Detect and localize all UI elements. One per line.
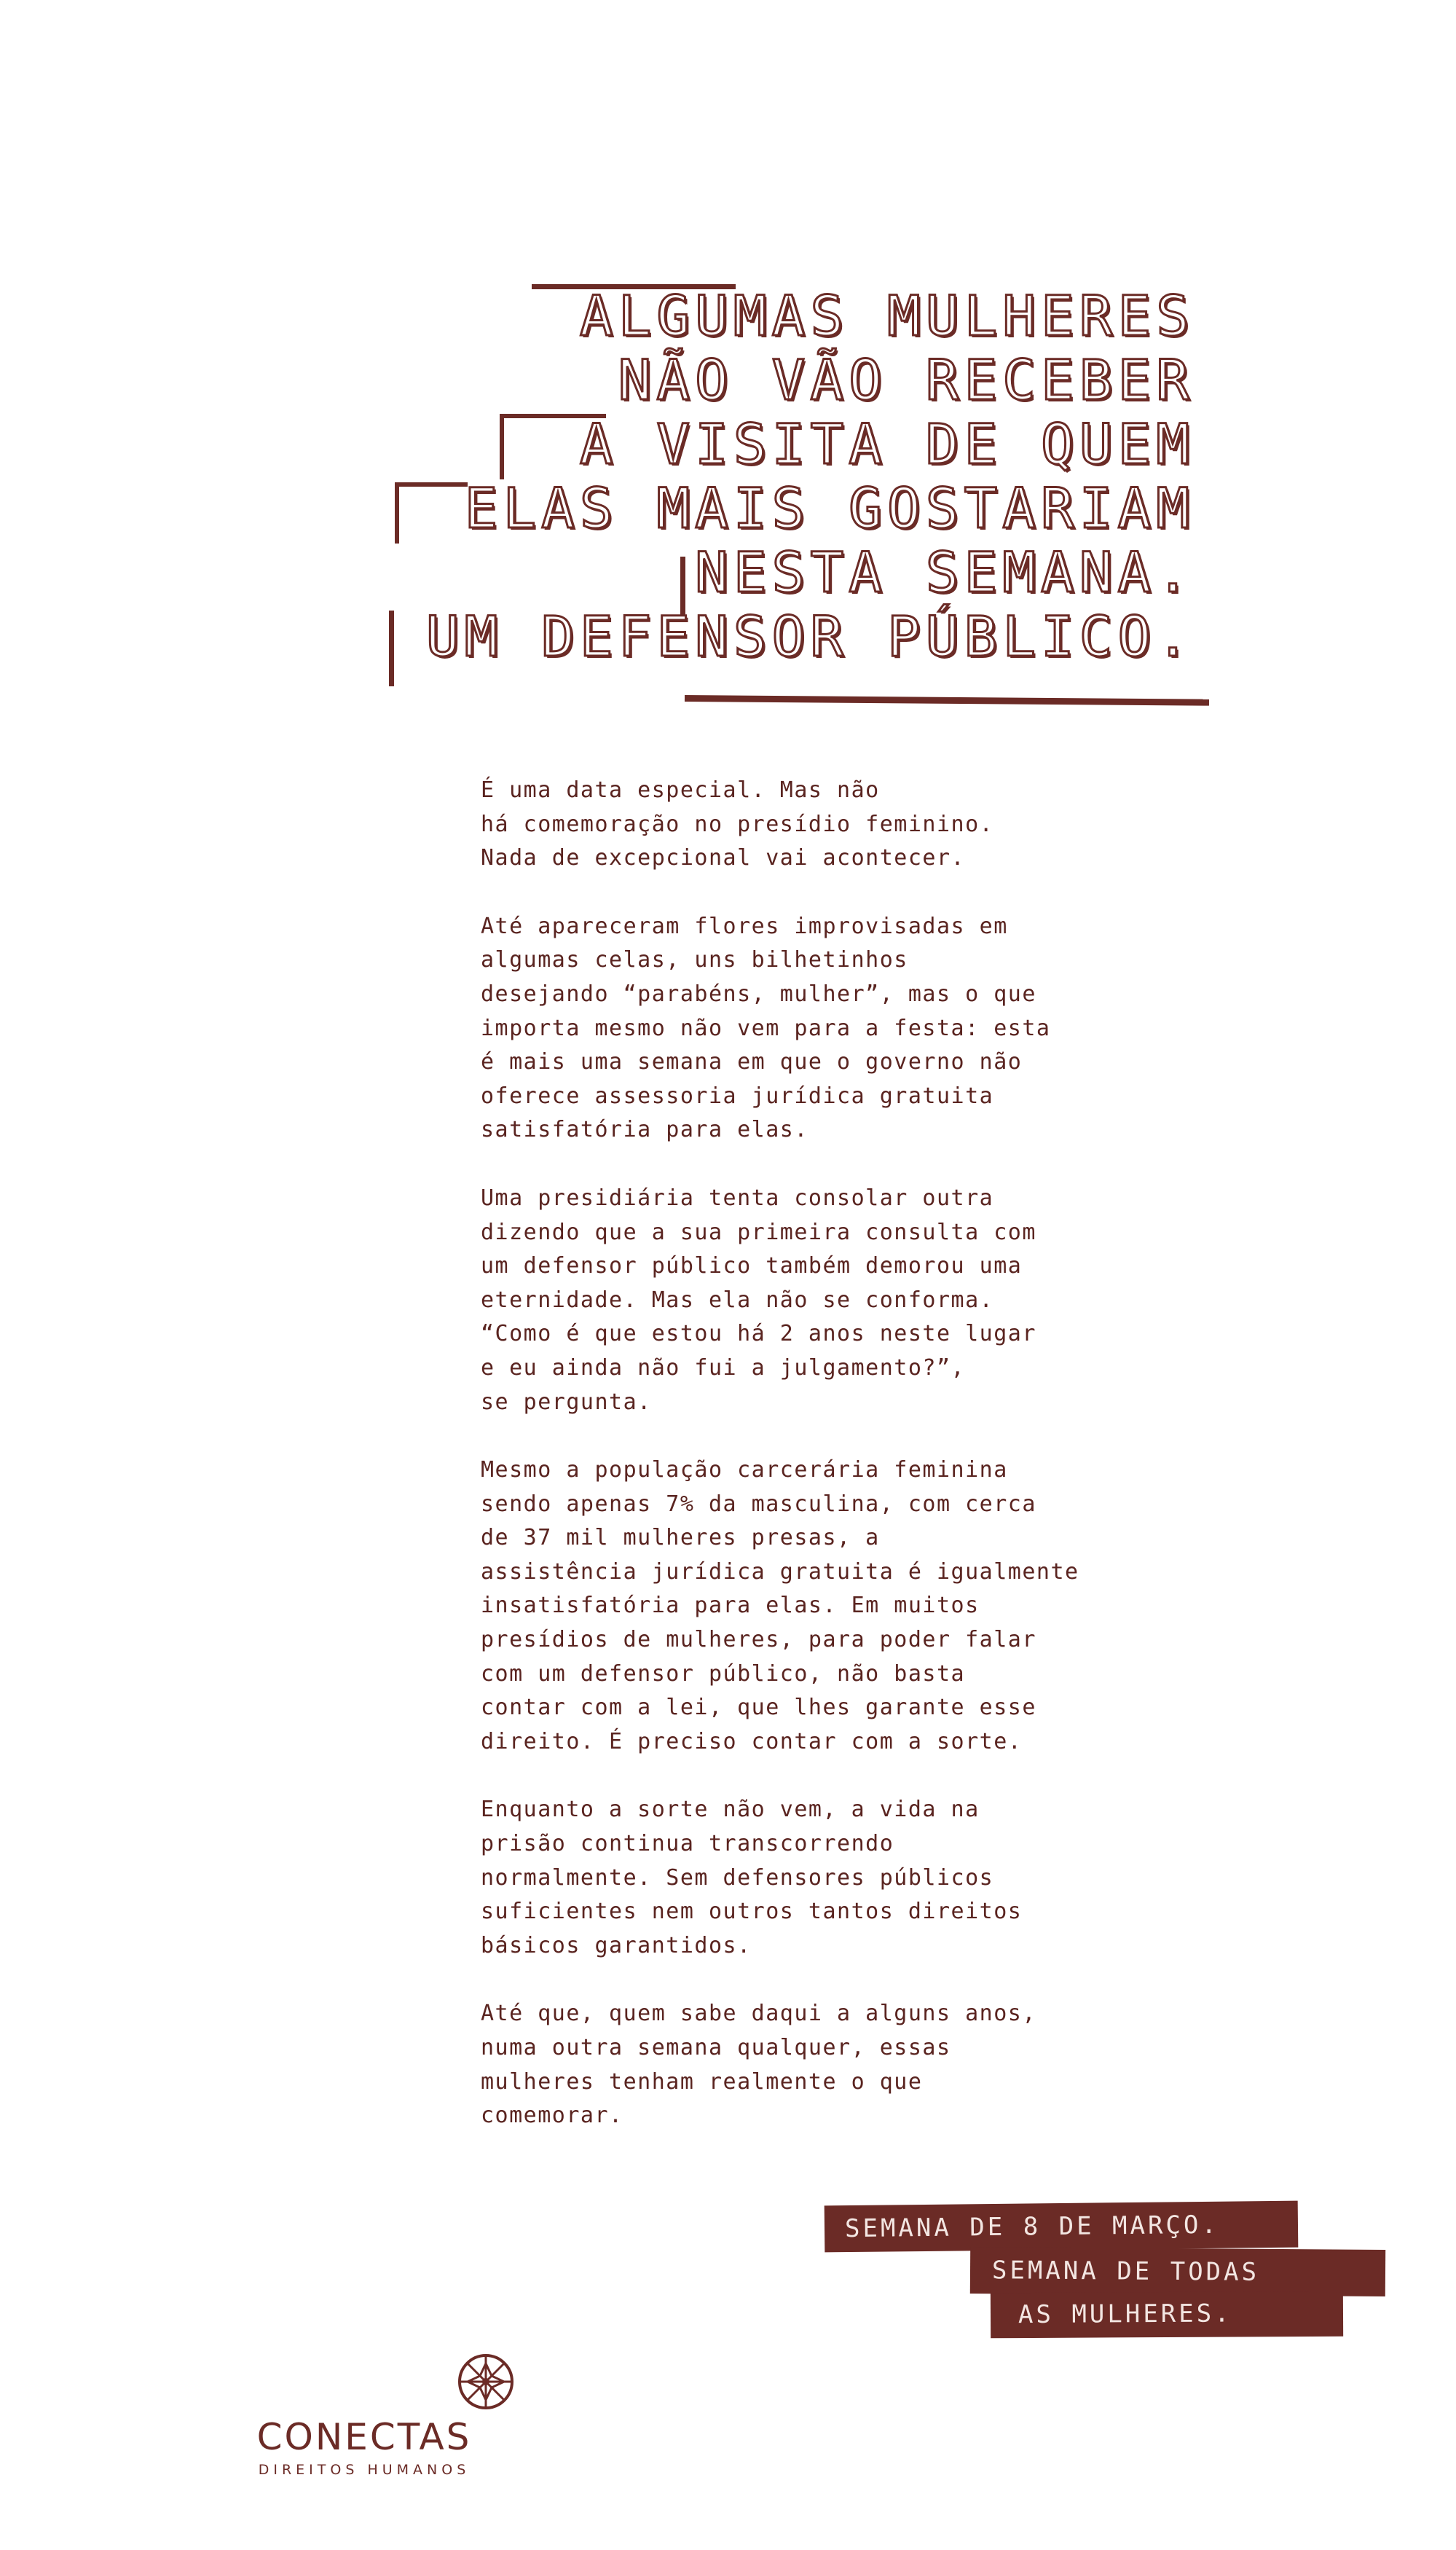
- paragraph-6: Até que, quem sabe daqui a alguns anos, numa outra semana qualquer, essas mulheres tenham realmente o que comemorar.: [481, 2001, 1036, 2129]
- tag-line-2: SEMANA DE TODAS: [970, 2247, 1385, 2296]
- headline-line-2: NÃO VÃO RECEBER: [618, 348, 1195, 412]
- logo-tagline: DIREITOS HUMANOS: [258, 2462, 471, 2478]
- headline-line-3: A VISITA DE QUEM: [579, 412, 1195, 476]
- headline-line-4: ELAS MAIS GOSTARIAM: [464, 476, 1195, 541]
- headline-line-1: ALGUMAS MULHERES: [579, 283, 1195, 348]
- conectas-star-icon: [456, 2352, 516, 2412]
- paragraph-2: Até apareceram flores improvisadas em algumas celas, uns bilhetinhos desejando “parabéns, mulher”, mas o que importa mesmo não vem para a festa: esta é mais uma semana em que o governo não oferece assessoria jurídica gratuita satisfatória para elas.: [481, 913, 1051, 1143]
- paragraph-1: É uma data especial. Mas não há comemoração no presídio feminino. Nada de excepcional vai acontecer.: [481, 777, 994, 871]
- logo-name: CONECTAS: [256, 2416, 472, 2458]
- paragraph-4: Mesmo a população carcerária feminina sendo apenas 7% da masculina, com cerca de 37 mil mulheres presas, a assistência jurídica gratuita é igualmente insatisfatória para elas. Em muitos presídios de mulheres, para poder falar com um defensor público, não basta contar com a lei, que lhes garante esse direito. É preciso contar com a sorte.: [481, 1457, 1079, 1754]
- headline-line-5: NESTA SEMANA.: [695, 540, 1195, 605]
- tag-line-3: AS MULHERES.: [991, 2291, 1343, 2339]
- paragraph-3: Uma presidiária tenta consolar outra dizendo que a sua primeira consulta com um defensor público também demorou uma eternidade. Mas ela não se conforma. “Como é que estou há 2 anos neste lugar e eu ainda não fui a julgamento?”, se pergunta.: [481, 1185, 1036, 1415]
- headline-rule-bottom: [685, 695, 1209, 706]
- tag-line-1: SEMANA DE 8 DE MARÇO.: [825, 2201, 1299, 2253]
- headline-line-6: UM DEFENSOR PÚBLICO.: [425, 604, 1195, 669]
- paragraph-5: Enquanto a sorte não vem, a vida na prisão continua transcorrendo normalmente. Sem defensores públicos suficientes nem outros tantos direitos básicos garantidos.: [481, 1797, 1023, 1958]
- headline: [364, 284, 1195, 669]
- body-copy: [481, 774, 1136, 2168]
